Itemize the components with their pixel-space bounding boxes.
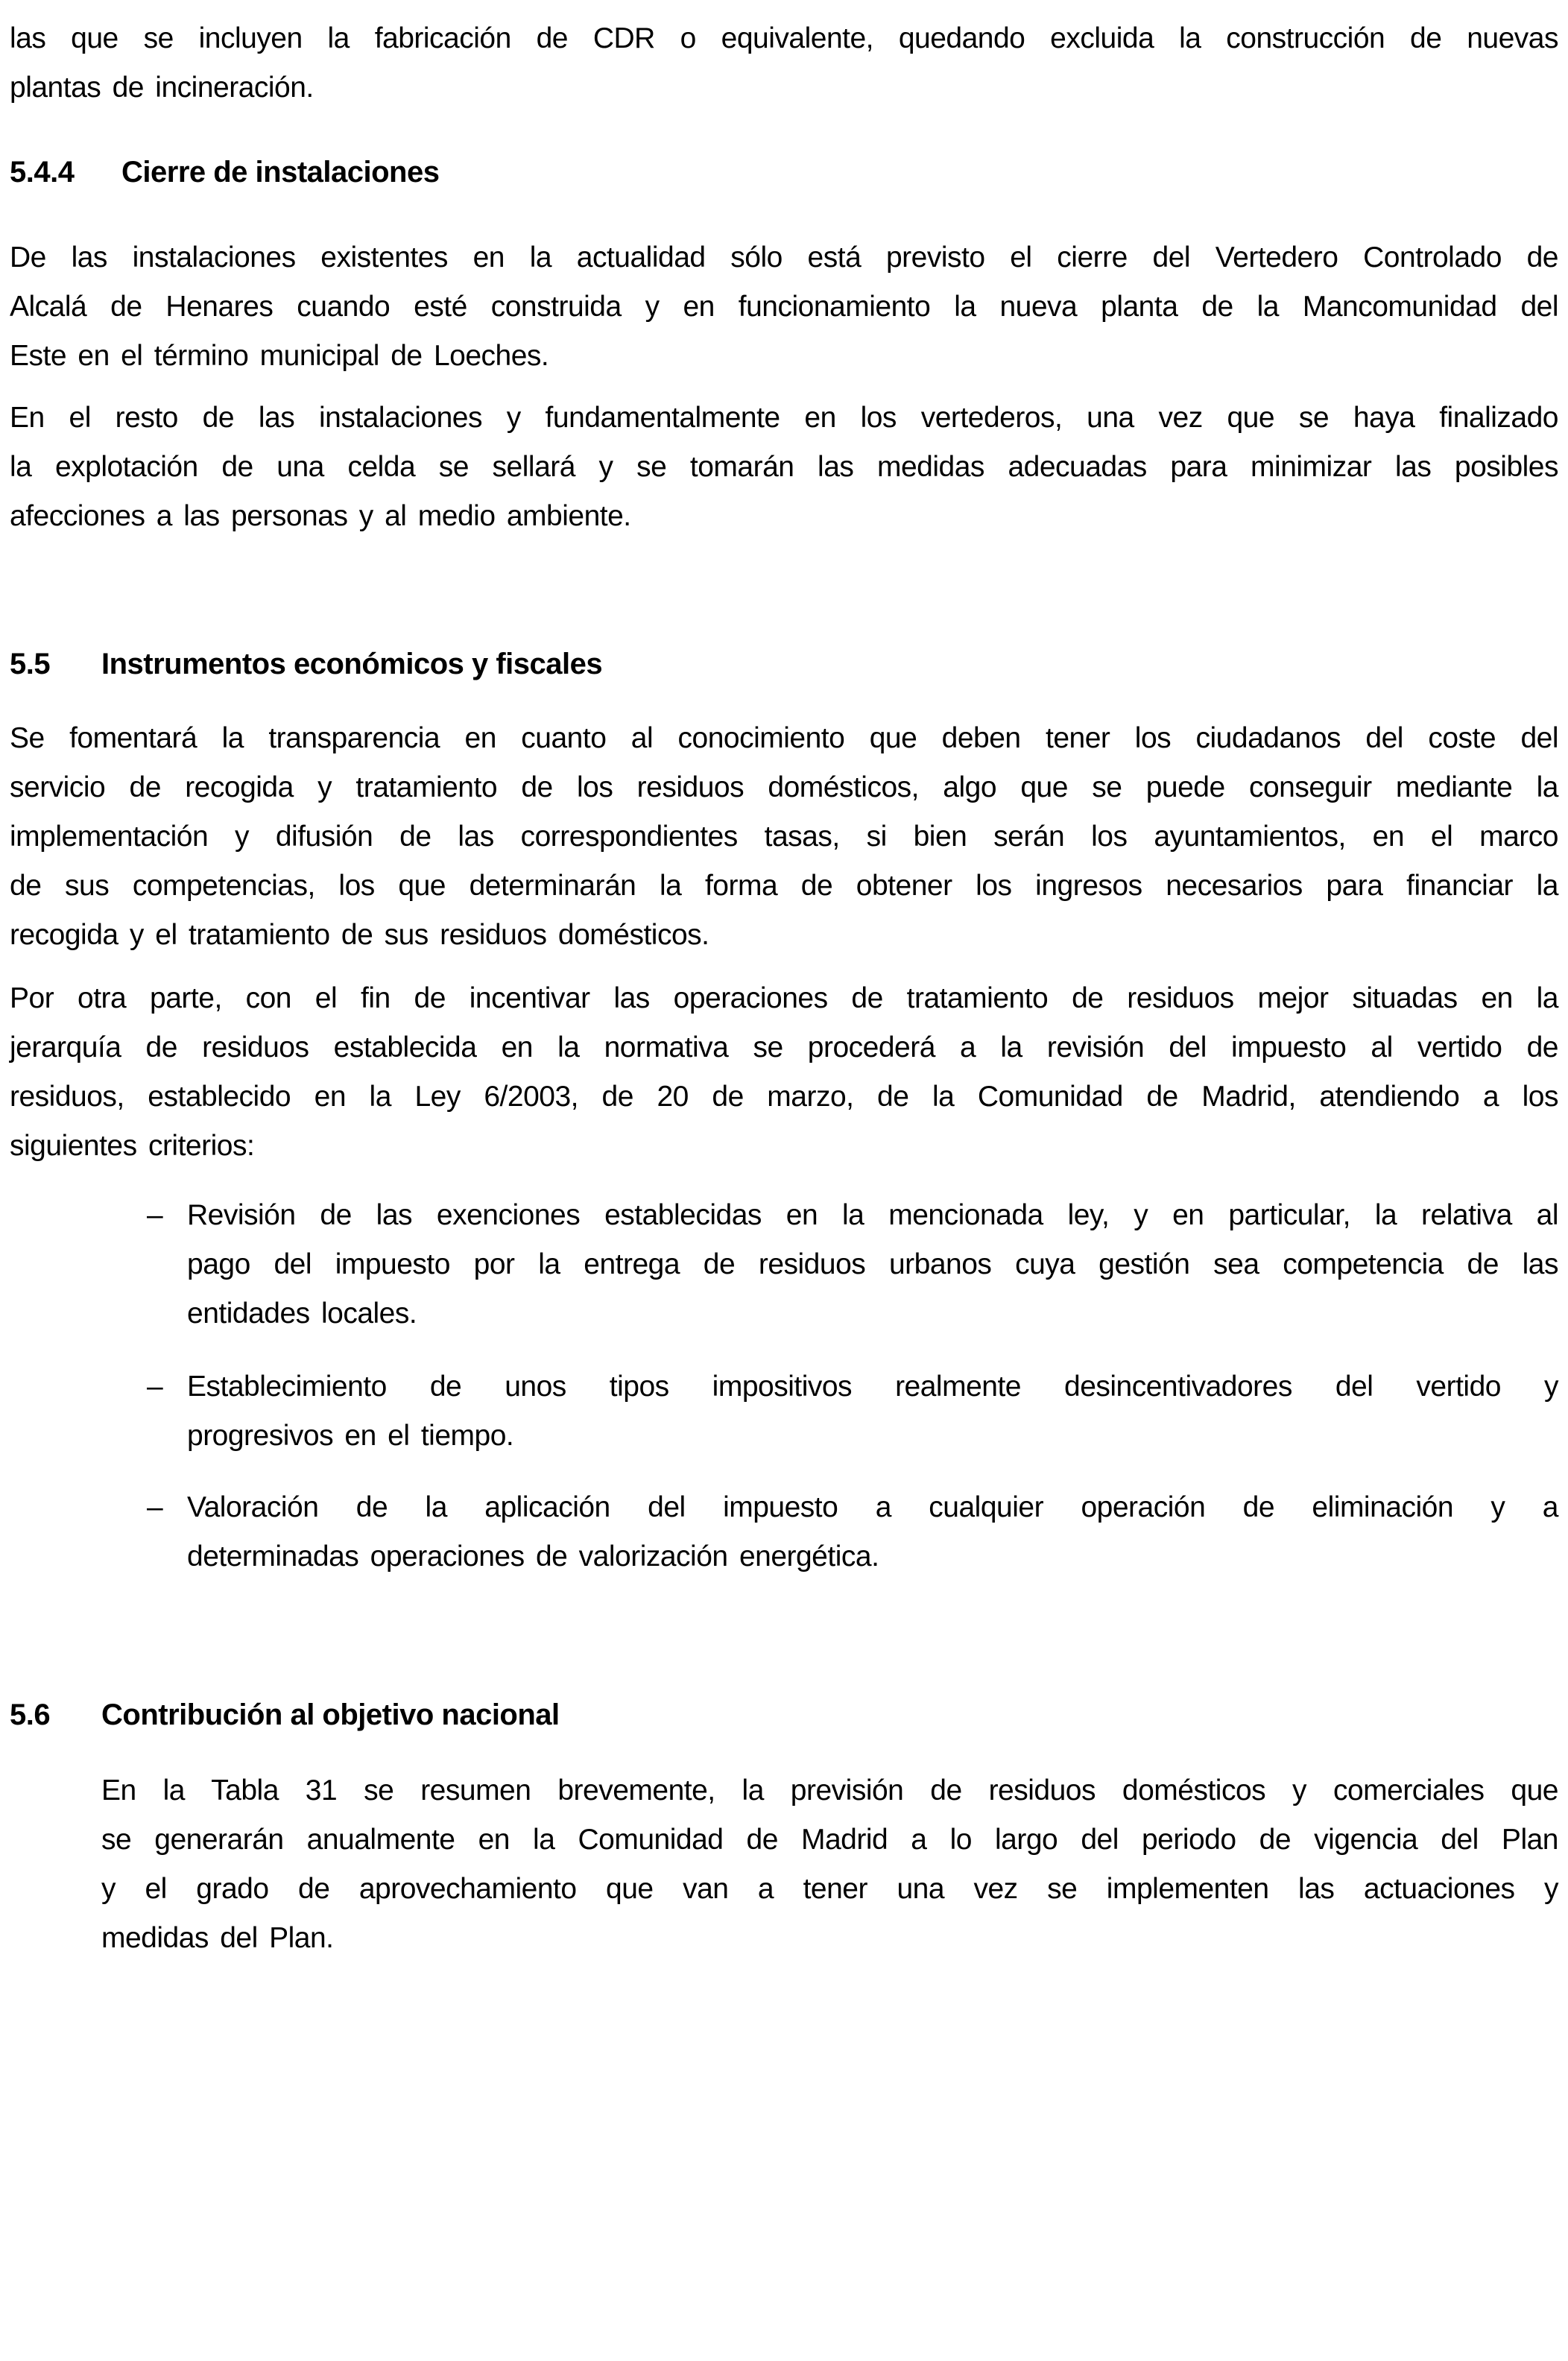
paragraph-line: se generarán anualmente en la Comunidad de Madrid a lo largo del periodo de vigencia del Plan bbox=[101, 1824, 1558, 1856]
heading-title: Contribución al objetivo nacional bbox=[101, 1698, 560, 1731]
bullet-item-revision bbox=[147, 1191, 1558, 1338]
paragraph-line: plantas de incineración. bbox=[10, 72, 314, 104]
bullet-text bbox=[187, 1483, 1558, 1581]
paragraph-line: Este en el término municipal de Loeches. bbox=[10, 340, 549, 372]
paragraph-line: servicio de recogida y tratamiento de los residuos domésticos, algo que se puede conseguir mediante la bbox=[10, 771, 1558, 803]
paragraph-cierre-1 bbox=[10, 233, 1558, 381]
paragraph-line: medidas del Plan. bbox=[101, 1922, 334, 1954]
bullet-dash: – bbox=[147, 1199, 163, 1231]
heading-title: Instrumentos económicos y fiscales bbox=[101, 648, 603, 680]
bullet-line: determinadas operaciones de valorización energética. bbox=[187, 1540, 879, 1573]
heading-number: 5.6 bbox=[10, 1698, 51, 1731]
heading-5-5 bbox=[10, 639, 1558, 689]
bullet-line: pago del impuesto por la entrega de residuos urbanos cuya gestión sea competencia de las bbox=[187, 1248, 1558, 1280]
paragraph-instrumentos-2 bbox=[10, 974, 1558, 1171]
bullet-line: entidades locales. bbox=[187, 1298, 417, 1330]
heading-number: 5.4.4 bbox=[10, 156, 75, 189]
bullet-item-establecimiento bbox=[147, 1362, 1558, 1461]
paragraph-line: implementación y difusión de las correspondientes tasas, si bien serán los ayuntamientos, en el marco bbox=[10, 821, 1558, 853]
bullet-line: Establecimiento de unos tipos impositivos realmente desincentivadores del vertido y bbox=[187, 1371, 1558, 1403]
paragraph-intro bbox=[10, 14, 1558, 113]
paragraph-line: siguientes criterios: bbox=[10, 1130, 255, 1162]
paragraph-line: Por otra parte, con el fin de incentivar las operaciones de tratamiento de residuos mejor situadas en la bbox=[10, 982, 1558, 1014]
paragraph-line: las que se incluyen la fabricación de CDR o equivalente, quedando excluida la construcción de nuevas bbox=[10, 22, 1558, 54]
paragraph-line: jerarquía de residuos establecida en la normativa se procederá a la revisión del impuesto al vertido de bbox=[10, 1031, 1558, 1063]
paragraph-line: recogida y el tratamiento de sus residuos domésticos. bbox=[10, 919, 709, 951]
paragraph-cierre-2 bbox=[10, 394, 1558, 541]
heading-5-6 bbox=[10, 1690, 1558, 1739]
paragraph-instrumentos-1 bbox=[10, 714, 1558, 960]
bullet-line: Revisión de las exenciones establecidas en la mencionada ley, y en particular, la relativa al bbox=[187, 1199, 1558, 1231]
heading-number: 5.5 bbox=[10, 648, 51, 680]
paragraph-line: afecciones a las personas y al medio ambiente. bbox=[10, 500, 631, 532]
paragraph-line: la explotación de una celda se sellará y se tomarán las medidas adecuadas para minimizar las posibles bbox=[10, 451, 1558, 483]
paragraph-line: En el resto de las instalaciones y fundamentalmente en los vertederos, una vez que se haya finalizado bbox=[10, 402, 1558, 434]
heading-5-4-4 bbox=[10, 148, 1558, 197]
paragraph-line: y el grado de aprovechamiento que van a tener una vez se implementen las actuaciones y bbox=[101, 1873, 1558, 1905]
bullet-text bbox=[187, 1191, 1558, 1338]
bullet-dash: – bbox=[147, 1371, 163, 1403]
bullet-dash: – bbox=[147, 1491, 163, 1523]
paragraph-contribucion bbox=[101, 1766, 1558, 1963]
bullet-line: Valoración de la aplicación del impuesto a cualquier operación de eliminación y a bbox=[187, 1491, 1558, 1523]
heading-title: Cierre de instalaciones bbox=[121, 156, 440, 189]
paragraph-line: de sus competencias, los que determinarán la forma de obtener los ingresos necesarios para financiar la bbox=[10, 870, 1558, 902]
bullet-text bbox=[187, 1362, 1558, 1461]
paragraph-line: En la Tabla 31 se resumen brevemente, la previsión de residuos domésticos y comerciales que bbox=[101, 1774, 1558, 1807]
bullet-line: progresivos en el tiempo. bbox=[187, 1420, 514, 1452]
paragraph-line: residuos, establecido en la Ley 6/2003, de 20 de marzo, de la Comunidad de Madrid, atendiendo a los bbox=[10, 1081, 1558, 1113]
paragraph-line: Alcalá de Henares cuando esté construida y en funcionamiento la nueva planta de la Mancomunidad del bbox=[10, 291, 1558, 323]
paragraph-line: De las instalaciones existentes en la actualidad sólo está previsto el cierre del Vertedero Controlado de bbox=[10, 241, 1558, 274]
bullet-item-valoracion bbox=[147, 1483, 1558, 1581]
paragraph-line: Se fomentará la transparencia en cuanto al conocimiento que deben tener los ciudadanos del coste del bbox=[10, 722, 1558, 754]
